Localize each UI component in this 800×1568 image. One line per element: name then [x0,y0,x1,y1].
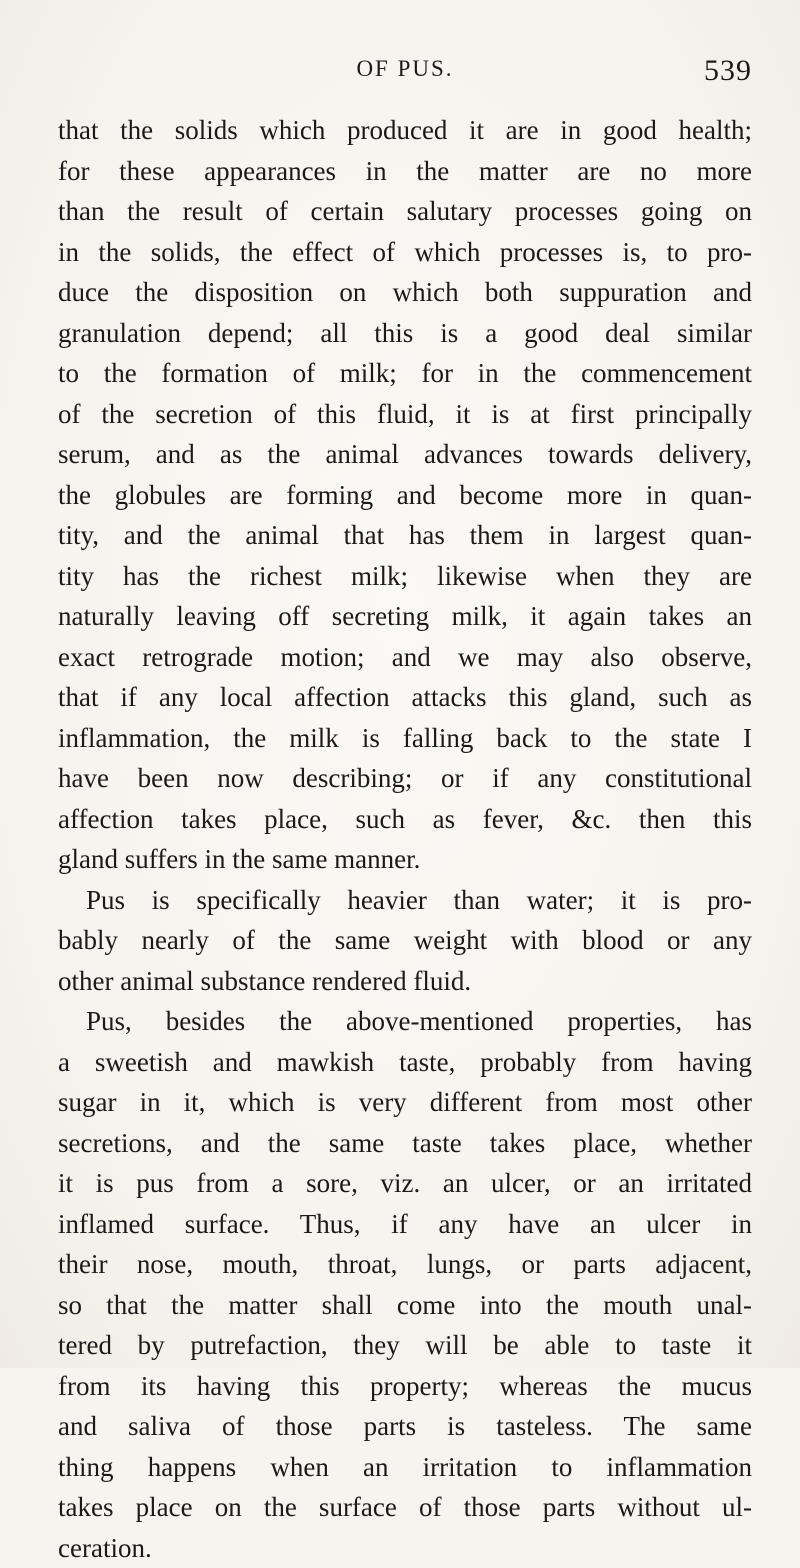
text-line: that the solids which produced it are in good health; [58,110,752,151]
text-line: exact retrograde motion; and we may also observe, [58,637,752,678]
text-line: takes place on the surface of those parts without ul- [58,1487,752,1528]
text-line: granulation depend; all this is a good deal similar [58,313,752,354]
text-line: inflammation, the milk is falling back to the state I [58,718,752,759]
paragraph [58,110,752,880]
text-line: naturally leaving off secreting milk, it again takes an [58,596,752,637]
text-line: from its having this property; whereas the mucus [58,1366,752,1407]
text-line: gland suffers in the same manner. [58,839,752,880]
text-line: in the solids, the effect of which processes is, to pro- [58,232,752,273]
text-line: than the result of certain salutary processes going on [58,191,752,232]
text-line: tity has the richest milk; likewise when they are [58,556,752,597]
body-text [58,110,752,1568]
text-line: for these appearances in the matter are no more [58,151,752,192]
text-line: and saliva of those parts is tasteless. The same [58,1406,752,1447]
text-line: ceration. [58,1528,752,1568]
text-line: affection takes place, such as fever, &c. then this [58,799,752,840]
text-line: have been now describing; or if any constitutional [58,758,752,799]
text-line: serum, and as the animal advances towards delivery, [58,434,752,475]
text-line: of the secretion of this fluid, it is at first principally [58,394,752,435]
text-line: thing happens when an irritation to inflammation [58,1447,752,1488]
paragraph [58,1001,752,1568]
paragraph [58,880,752,1002]
text-line: to the formation of milk; for in the commencement [58,353,752,394]
text-line: secretions, and the same taste takes place, whether [58,1123,752,1164]
text-line: it is pus from a sore, viz. an ulcer, or an irritated [58,1163,752,1204]
text-line: tity, and the animal that has them in largest quan- [58,515,752,556]
text-line: the globules are forming and become more in quan- [58,475,752,516]
page-header [58,56,752,96]
text-line: Pus, besides the above-mentioned properties, has [58,1001,752,1042]
text-line: a sweetish and mawkish taste, probably from having [58,1042,752,1083]
text-line: that if any local affection attacks this gland, such as [58,677,752,718]
text-line: sugar in it, which is very different from most other [58,1082,752,1123]
text-line: bably nearly of the same weight with blood or any [58,920,752,961]
text-line: other animal substance rendered fluid. [58,961,752,1002]
text-line: Pus is specifically heavier than water; it is pro- [58,880,752,921]
text-line: inflamed surface. Thus, if any have an ulcer in [58,1204,752,1245]
text-line: so that the matter shall come into the mouth unal- [58,1285,752,1326]
text-line: their nose, mouth, throat, lungs, or parts adjacent, [58,1244,752,1285]
page-number: 539 [704,54,752,88]
text-line: tered by putrefaction, they will be able to taste it [58,1325,752,1366]
text-line: duce the disposition on which both suppuration and [58,272,752,313]
running-head: OF PUS. [58,56,752,82]
